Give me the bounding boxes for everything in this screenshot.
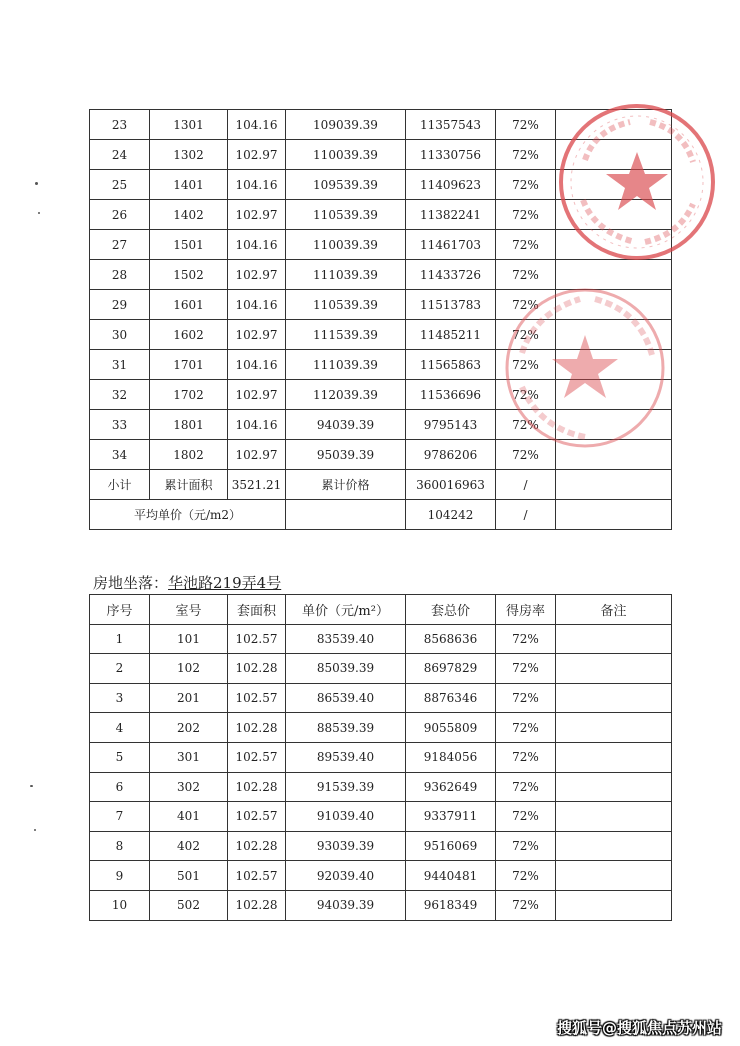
cell-rate: 72% xyxy=(496,861,556,891)
cell-area: 102.28 xyxy=(228,654,286,684)
cell-note xyxy=(556,440,672,470)
table-row xyxy=(90,772,672,802)
cell-unit-price: 110039.39 xyxy=(286,140,406,170)
subtotal-row xyxy=(90,470,672,500)
cell-total: 9795143 xyxy=(406,410,496,440)
cell-no: 6 xyxy=(90,772,150,802)
average-note xyxy=(556,500,672,530)
cell-note xyxy=(556,890,672,920)
header-note: 备注 xyxy=(556,595,672,625)
property-address xyxy=(93,572,281,593)
cell-note xyxy=(556,772,672,802)
cell-rate: 72% xyxy=(496,802,556,832)
table-row xyxy=(90,440,672,470)
cell-no: 32 xyxy=(90,380,150,410)
cell-total: 11330756 xyxy=(406,140,496,170)
header-rate: 得房率 xyxy=(496,595,556,625)
cell-room: 201 xyxy=(150,683,228,713)
subtotal-note xyxy=(556,470,672,500)
cell-rate: 72% xyxy=(496,260,556,290)
table-header-row xyxy=(90,595,672,625)
cell-room: 1502 xyxy=(150,260,228,290)
price-table-1-body xyxy=(90,110,672,470)
subtotal-label: 小计 xyxy=(90,470,150,500)
cell-area: 102.28 xyxy=(228,831,286,861)
cumulative-price-label: 累计价格 xyxy=(286,470,406,500)
cell-rate: 72% xyxy=(496,654,556,684)
cell-rate: 72% xyxy=(496,320,556,350)
cell-rate: 72% xyxy=(496,140,556,170)
table-row xyxy=(90,170,672,200)
cell-rate: 72% xyxy=(496,742,556,772)
cell-unit-price: 89539.40 xyxy=(286,742,406,772)
cell-note xyxy=(556,742,672,772)
cell-no: 9 xyxy=(90,861,150,891)
cumulative-price-value: 360016963 xyxy=(406,470,496,500)
cell-rate: 72% xyxy=(496,772,556,802)
cell-area: 102.57 xyxy=(228,742,286,772)
cell-no: 31 xyxy=(90,350,150,380)
cell-area: 102.97 xyxy=(228,320,286,350)
table-row xyxy=(90,110,672,140)
scan-speck xyxy=(34,829,36,831)
cell-area: 102.57 xyxy=(228,624,286,654)
cell-unit-price: 109539.39 xyxy=(286,170,406,200)
cell-rate: 72% xyxy=(496,230,556,260)
cell-no: 25 xyxy=(90,170,150,200)
cell-total: 8697829 xyxy=(406,654,496,684)
cell-rate: 72% xyxy=(496,290,556,320)
cell-no: 26 xyxy=(90,200,150,230)
header-unit-price: 单价（元/m²） xyxy=(286,595,406,625)
cell-note xyxy=(556,290,672,320)
cell-room: 1401 xyxy=(150,170,228,200)
cell-rate: 72% xyxy=(496,713,556,743)
average-price-label: 平均单价（元/m2） xyxy=(90,500,286,530)
cell-room: 501 xyxy=(150,861,228,891)
cell-total: 9055809 xyxy=(406,713,496,743)
cell-unit-price: 94039.39 xyxy=(286,410,406,440)
cell-area: 102.97 xyxy=(228,260,286,290)
cell-rate: 72% xyxy=(496,110,556,140)
cell-note xyxy=(556,140,672,170)
cell-room: 1701 xyxy=(150,350,228,380)
table-row xyxy=(90,861,672,891)
table-row xyxy=(90,290,672,320)
cell-total: 11565863 xyxy=(406,350,496,380)
cell-total: 9516069 xyxy=(406,831,496,861)
table-row xyxy=(90,683,672,713)
cell-rate: 72% xyxy=(496,624,556,654)
cell-rate: 72% xyxy=(496,200,556,230)
cell-room: 102 xyxy=(150,654,228,684)
cell-note xyxy=(556,683,672,713)
cell-note xyxy=(556,410,672,440)
table-row xyxy=(90,713,672,743)
price-table-1 xyxy=(89,109,672,530)
table-row xyxy=(90,350,672,380)
cell-note xyxy=(556,831,672,861)
cell-no: 1 xyxy=(90,624,150,654)
cell-no: 28 xyxy=(90,260,150,290)
cell-no: 24 xyxy=(90,140,150,170)
cell-total: 11433726 xyxy=(406,260,496,290)
cell-total: 9440481 xyxy=(406,861,496,891)
cell-room: 1501 xyxy=(150,230,228,260)
table-row xyxy=(90,200,672,230)
scan-speck xyxy=(38,212,40,214)
cell-unit-price: 88539.39 xyxy=(286,713,406,743)
cumulative-area-label: 累计面积 xyxy=(150,470,228,500)
average-row xyxy=(90,500,672,530)
cell-note xyxy=(556,861,672,891)
cell-area: 102.28 xyxy=(228,713,286,743)
cell-note xyxy=(556,380,672,410)
header-no: 序号 xyxy=(90,595,150,625)
cell-total: 9362649 xyxy=(406,772,496,802)
cell-room: 1301 xyxy=(150,110,228,140)
subtotal-rate: / xyxy=(496,470,556,500)
cell-rate: 72% xyxy=(496,410,556,440)
cell-unit-price: 86539.40 xyxy=(286,683,406,713)
cell-room: 202 xyxy=(150,713,228,743)
cell-unit-price: 110039.39 xyxy=(286,230,406,260)
cell-unit-price: 111039.39 xyxy=(286,350,406,380)
cell-area: 102.28 xyxy=(228,772,286,802)
cell-total: 11461703 xyxy=(406,230,496,260)
cell-rate: 72% xyxy=(496,170,556,200)
cell-unit-price: 85039.39 xyxy=(286,654,406,684)
cell-area: 104.16 xyxy=(228,350,286,380)
cell-no: 8 xyxy=(90,831,150,861)
cell-total: 9184056 xyxy=(406,742,496,772)
cell-total: 11357543 xyxy=(406,110,496,140)
cell-unit-price: 94039.39 xyxy=(286,890,406,920)
table-row xyxy=(90,654,672,684)
cell-no: 7 xyxy=(90,802,150,832)
cell-room: 1801 xyxy=(150,410,228,440)
table-row xyxy=(90,890,672,920)
cell-rate: 72% xyxy=(496,380,556,410)
cell-rate: 72% xyxy=(496,890,556,920)
cell-room: 1402 xyxy=(150,200,228,230)
header-total: 套总价 xyxy=(406,595,496,625)
cell-room: 101 xyxy=(150,624,228,654)
watermark-text: 搜狐号@搜狐焦点苏州站 xyxy=(556,1019,722,1037)
header-area: 套面积 xyxy=(228,595,286,625)
table-row xyxy=(90,140,672,170)
average-rate: / xyxy=(496,500,556,530)
cell-no: 30 xyxy=(90,320,150,350)
cell-unit-price: 95039.39 xyxy=(286,440,406,470)
cell-no: 3 xyxy=(90,683,150,713)
cell-area: 102.57 xyxy=(228,683,286,713)
cell-rate: 72% xyxy=(496,350,556,380)
table-row xyxy=(90,742,672,772)
table-row xyxy=(90,380,672,410)
cell-area: 102.57 xyxy=(228,861,286,891)
cell-room: 402 xyxy=(150,831,228,861)
header-room: 室号 xyxy=(150,595,228,625)
address-label: 房地坐落： xyxy=(93,574,169,592)
cell-rate: 72% xyxy=(496,440,556,470)
cell-total: 9337911 xyxy=(406,802,496,832)
average-blank xyxy=(286,500,406,530)
cell-total: 9786206 xyxy=(406,440,496,470)
cell-total: 11536696 xyxy=(406,380,496,410)
cell-area: 102.57 xyxy=(228,802,286,832)
cell-note xyxy=(556,802,672,832)
cell-no: 33 xyxy=(90,410,150,440)
cumulative-area-value: 3521.21 xyxy=(228,470,286,500)
cell-total: 11409623 xyxy=(406,170,496,200)
table-row xyxy=(90,831,672,861)
cell-room: 1802 xyxy=(150,440,228,470)
cell-total: 11485211 xyxy=(406,320,496,350)
cell-area: 102.97 xyxy=(228,200,286,230)
cell-area: 104.16 xyxy=(228,410,286,440)
cell-total: 8876346 xyxy=(406,683,496,713)
cell-no: 10 xyxy=(90,890,150,920)
cell-area: 102.97 xyxy=(228,440,286,470)
cell-unit-price: 93039.39 xyxy=(286,831,406,861)
cell-area: 104.16 xyxy=(228,230,286,260)
cell-unit-price: 110539.39 xyxy=(286,290,406,320)
cell-no: 5 xyxy=(90,742,150,772)
average-price-value: 104242 xyxy=(406,500,496,530)
cell-no: 4 xyxy=(90,713,150,743)
cell-unit-price: 110539.39 xyxy=(286,200,406,230)
table-row xyxy=(90,260,672,290)
cell-unit-price: 91039.40 xyxy=(286,802,406,832)
cell-total: 9618349 xyxy=(406,890,496,920)
table-row xyxy=(90,410,672,440)
cell-no: 34 xyxy=(90,440,150,470)
cell-room: 1601 xyxy=(150,290,228,320)
cell-unit-price: 92039.40 xyxy=(286,861,406,891)
cell-area: 102.28 xyxy=(228,890,286,920)
cell-unit-price: 112039.39 xyxy=(286,380,406,410)
cell-room: 302 xyxy=(150,772,228,802)
cell-room: 1702 xyxy=(150,380,228,410)
cell-rate: 72% xyxy=(496,683,556,713)
scan-speck xyxy=(30,785,33,787)
address-value: 华池路219弄4号 xyxy=(168,574,282,592)
price-table-2 xyxy=(89,594,672,921)
cell-area: 104.16 xyxy=(228,290,286,320)
cell-note xyxy=(556,230,672,260)
cell-note xyxy=(556,350,672,380)
cell-area: 104.16 xyxy=(228,110,286,140)
cell-unit-price: 111539.39 xyxy=(286,320,406,350)
cell-room: 401 xyxy=(150,802,228,832)
cell-area: 102.97 xyxy=(228,140,286,170)
cell-unit-price: 111039.39 xyxy=(286,260,406,290)
cell-unit-price: 83539.40 xyxy=(286,624,406,654)
cell-room: 1602 xyxy=(150,320,228,350)
cell-note xyxy=(556,320,672,350)
price-table-2-body xyxy=(90,595,672,921)
cell-no: 23 xyxy=(90,110,150,140)
cell-total: 11382241 xyxy=(406,200,496,230)
cell-note xyxy=(556,200,672,230)
cell-unit-price: 91539.39 xyxy=(286,772,406,802)
cell-note xyxy=(556,654,672,684)
cell-unit-price: 109039.39 xyxy=(286,110,406,140)
cell-note xyxy=(556,624,672,654)
scan-speck xyxy=(35,182,38,185)
cell-no: 29 xyxy=(90,290,150,320)
table-row xyxy=(90,320,672,350)
cell-rate: 72% xyxy=(496,831,556,861)
cell-area: 102.97 xyxy=(228,380,286,410)
cell-no: 27 xyxy=(90,230,150,260)
cell-total: 11513783 xyxy=(406,290,496,320)
cell-note xyxy=(556,110,672,140)
cell-total: 8568636 xyxy=(406,624,496,654)
cell-note xyxy=(556,260,672,290)
table-row xyxy=(90,802,672,832)
table-row xyxy=(90,624,672,654)
cell-room: 502 xyxy=(150,890,228,920)
cell-room: 301 xyxy=(150,742,228,772)
cell-room: 1302 xyxy=(150,140,228,170)
cell-no: 2 xyxy=(90,654,150,684)
cell-note xyxy=(556,170,672,200)
table-row xyxy=(90,230,672,260)
cell-area: 104.16 xyxy=(228,170,286,200)
cell-note xyxy=(556,713,672,743)
